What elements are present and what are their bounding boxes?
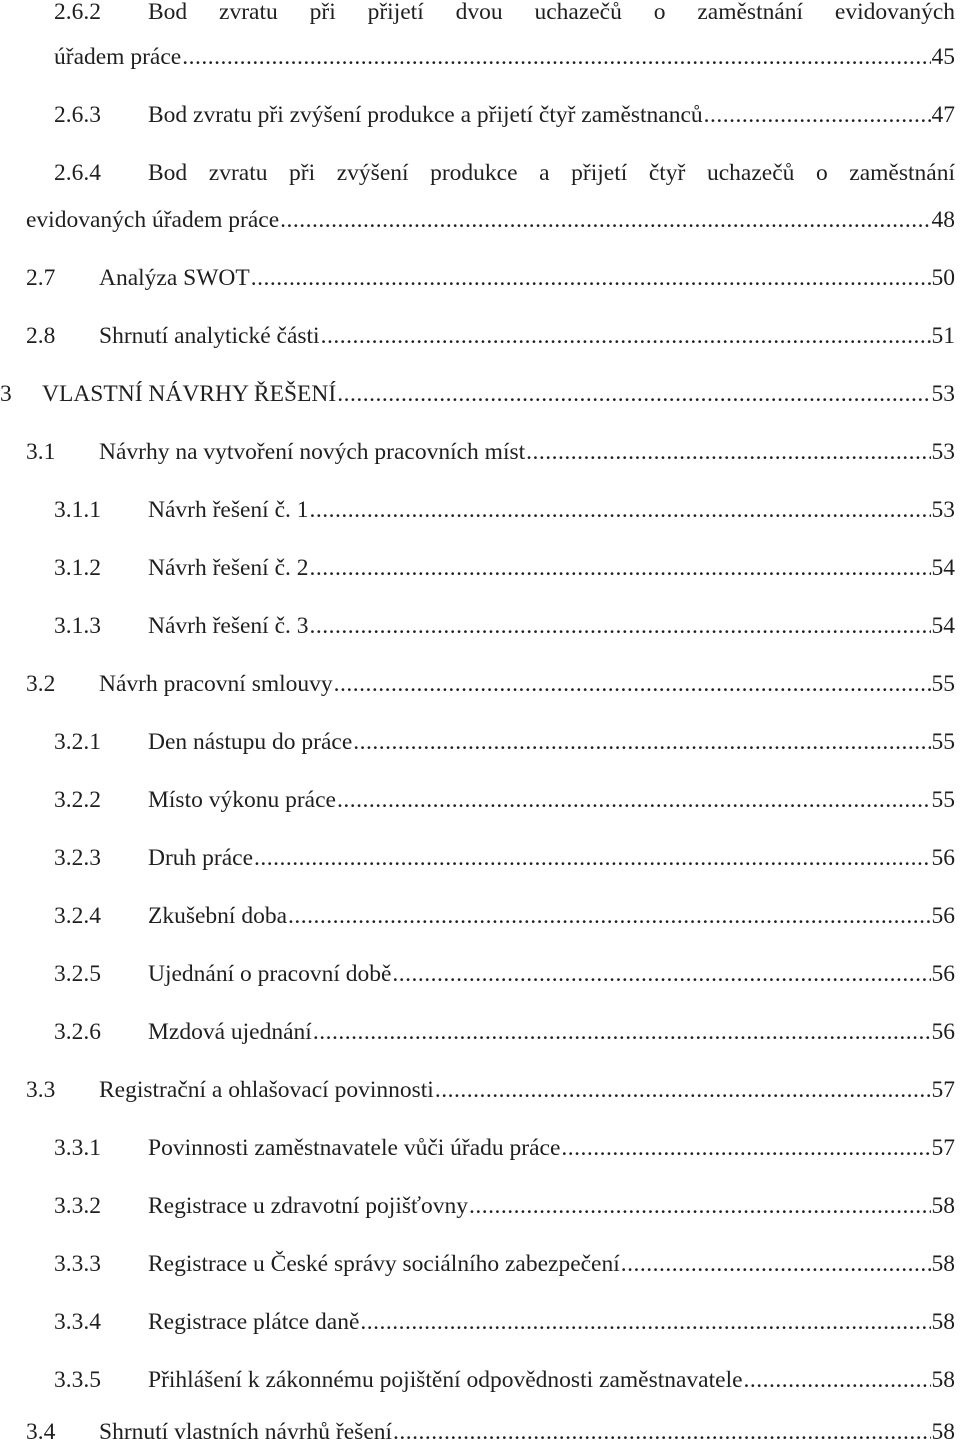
toc-entry-2-6-4-line2[interactable]: [0, 203, 955, 237]
toc-leader-dots: [337, 783, 931, 817]
toc-entry-3-4[interactable]: [0, 1415, 955, 1449]
toc-title: VLASTNÍ NÁVRHY ŘEŠENÍ: [42, 381, 337, 407]
toc-title: Místo výkonu práce: [148, 787, 336, 813]
toc-leader-dots: [526, 435, 930, 469]
toc-page-number: 57: [931, 1077, 955, 1103]
toc-leader-dots: [310, 551, 931, 585]
toc-number: 2.6.3: [54, 102, 101, 128]
toc-title: Registrace plátce daně: [148, 1309, 360, 1335]
toc-leader-dots: [360, 1305, 930, 1339]
toc-title: Zkušební doba: [148, 903, 288, 929]
toc-entry-3-2[interactable]: [0, 667, 955, 701]
toc-entry-2-6-2-line1[interactable]: [0, 0, 955, 29]
toc-number: 3.3.4: [54, 1309, 101, 1335]
toc-leader-dots: [254, 841, 930, 875]
toc-entry-2-6-2-line2[interactable]: [0, 40, 955, 74]
toc-title: Přihlášení k zákonnému pojištění odpovědnosti zaměstnavatele: [148, 1367, 743, 1393]
toc-leader-dots: [182, 40, 930, 74]
toc-title: Bod zvratu při zvýšení produkce a přijetí čtyř uchazečů o zaměstnání: [148, 160, 955, 186]
toc-page-number: 47: [931, 102, 955, 128]
toc-leader-dots: [435, 1073, 931, 1107]
toc-title: Návrhy na vytvoření nových pracovních míst: [99, 439, 526, 465]
toc-entry-3[interactable]: [0, 377, 955, 411]
toc-title: Bod zvratu při přijetí dvou uchazečů o zaměstnání evidovaných: [148, 0, 955, 25]
toc-number: 3.1.1: [54, 497, 101, 523]
toc-entry-3-3-5[interactable]: [0, 1363, 955, 1397]
toc-title: Návrh řešení č. 2: [148, 555, 309, 581]
toc-leader-dots: [280, 203, 930, 237]
toc-entry-3-2-2[interactable]: [0, 783, 955, 817]
toc-title: Den nástupu do práce: [148, 729, 353, 755]
toc-number: 3.4: [26, 1419, 56, 1445]
toc-number: 3.3.2: [54, 1193, 101, 1219]
toc-page-number: 58: [931, 1251, 955, 1277]
toc-number: 3.1.3: [54, 613, 101, 639]
toc-page-number: 56: [931, 1019, 955, 1045]
toc-number: 2.6.4: [54, 160, 101, 186]
toc-title: Registrace u zdravotní pojišťovny: [148, 1193, 469, 1219]
toc-title: Ujednání o pracovní době: [148, 961, 392, 987]
toc-leader-dots: [469, 1189, 930, 1223]
toc-title: Povinnosti zaměstnavatele vůči úřadu práce: [148, 1135, 561, 1161]
toc-leader-dots: [744, 1363, 931, 1397]
toc-page-number: 55: [931, 671, 955, 697]
toc-leader-dots: [393, 1415, 930, 1449]
toc-leader-dots: [334, 667, 931, 701]
toc-entry-3-3-1[interactable]: [0, 1131, 955, 1165]
toc-leader-dots: [704, 98, 931, 132]
toc-number: 3.3.1: [54, 1135, 101, 1161]
toc-page-number: 54: [931, 555, 955, 581]
toc-leader-dots: [561, 1131, 930, 1165]
toc-leader-dots: [310, 609, 931, 643]
toc-leader-dots: [251, 261, 931, 295]
toc-entry-3-2-6[interactable]: [0, 1015, 955, 1049]
toc-number: 2.6.2: [54, 0, 101, 25]
toc-entry-3-3[interactable]: [0, 1073, 955, 1107]
toc-page-number: 58: [931, 1193, 955, 1219]
toc-number: 2.8: [26, 323, 56, 349]
toc-entry-3-1-1[interactable]: [0, 493, 955, 527]
toc-title: Mzdová ujednání: [148, 1019, 312, 1045]
toc-entry-3-3-2[interactable]: [0, 1189, 955, 1223]
toc-leader-dots: [288, 899, 930, 933]
toc-page-number: 57: [931, 1135, 955, 1161]
toc-title: Registrace u České správy sociálního zabezpečení: [148, 1251, 620, 1277]
toc-title: Návrh pracovní smlouvy: [99, 671, 333, 697]
toc-page-number: 45: [931, 44, 955, 70]
toc-leader-dots: [310, 493, 931, 527]
toc-title: evidovaných úřadem práce: [26, 207, 280, 233]
toc-number: 3: [0, 381, 12, 407]
toc-title: Registrační a ohlašovací povinnosti: [99, 1077, 434, 1103]
toc-entry-3-1-3[interactable]: [0, 609, 955, 643]
toc-number: 3.2.2: [54, 787, 101, 813]
toc-number: 2.7: [26, 265, 56, 291]
toc-number: 3.1: [26, 439, 56, 465]
toc-page-number: 51: [931, 323, 955, 349]
toc-entry-2-8[interactable]: [0, 319, 955, 353]
toc-page-number: 56: [931, 961, 955, 987]
toc-number: 3.2.5: [54, 961, 101, 987]
toc-number: 3.2.6: [54, 1019, 101, 1045]
toc-page-number: 50: [931, 265, 955, 291]
toc-title: Analýza SWOT: [99, 265, 250, 291]
toc-number: 3.3.5: [54, 1367, 101, 1393]
toc-page-number: 58: [931, 1367, 955, 1393]
toc-page-number: 48: [931, 207, 955, 233]
toc-page-number: 56: [931, 903, 955, 929]
toc-entry-3-2-1[interactable]: [0, 725, 955, 759]
toc-title: Návrh řešení č. 1: [148, 497, 309, 523]
toc-page-number: 55: [931, 729, 955, 755]
toc-number: 3.1.2: [54, 555, 101, 581]
toc-entry-2-6-4-line1[interactable]: [0, 156, 955, 190]
toc-entry-3-2-3[interactable]: [0, 841, 955, 875]
toc-page-number: 53: [931, 381, 955, 407]
toc-entry-3-1[interactable]: [0, 435, 955, 469]
toc-leader-dots: [321, 319, 931, 353]
toc-entry-3-3-4[interactable]: [0, 1305, 955, 1339]
toc-title: Druh práce: [148, 845, 254, 871]
toc-title: Shrnutí vlastních návrhů řešení: [99, 1419, 393, 1445]
toc-number: 3.3: [26, 1077, 56, 1103]
toc-entry-2-6-3[interactable]: [0, 98, 955, 132]
toc-number: 3.2.3: [54, 845, 101, 871]
toc-leader-dots: [353, 725, 930, 759]
toc-number: 3.3.3: [54, 1251, 101, 1277]
toc-leader-dots: [337, 377, 930, 411]
toc-entry-3-2-5[interactable]: [0, 957, 955, 991]
toc-title: Bod zvratu při zvýšení produkce a přijetí čtyř zaměstnanců: [148, 102, 703, 128]
toc-page-number: 55: [931, 787, 955, 813]
toc-page-number: 54: [931, 613, 955, 639]
toc-title: úřadem práce: [54, 44, 182, 70]
toc-entry-3-1-2[interactable]: [0, 551, 955, 585]
toc-title: Návrh řešení č. 3: [148, 613, 309, 639]
toc-leader-dots: [621, 1247, 931, 1281]
toc-entry-3-2-4[interactable]: [0, 899, 955, 933]
toc-leader-dots: [313, 1015, 931, 1049]
toc-number: 3.2.4: [54, 903, 101, 929]
toc-page-number: 56: [931, 845, 955, 871]
toc-entry-2-7[interactable]: [0, 261, 955, 295]
toc-leader-dots: [392, 957, 930, 991]
toc-page-number: 58: [931, 1309, 955, 1335]
toc-page-number: 53: [931, 497, 955, 523]
toc-number: 3.2.1: [54, 729, 101, 755]
toc-title: Shrnutí analytické části: [99, 323, 320, 349]
toc-page-number: 53: [931, 439, 955, 465]
toc-number: 3.2: [26, 671, 56, 697]
toc-page-number: 58: [931, 1419, 955, 1445]
toc-entry-3-3-3[interactable]: [0, 1247, 955, 1281]
